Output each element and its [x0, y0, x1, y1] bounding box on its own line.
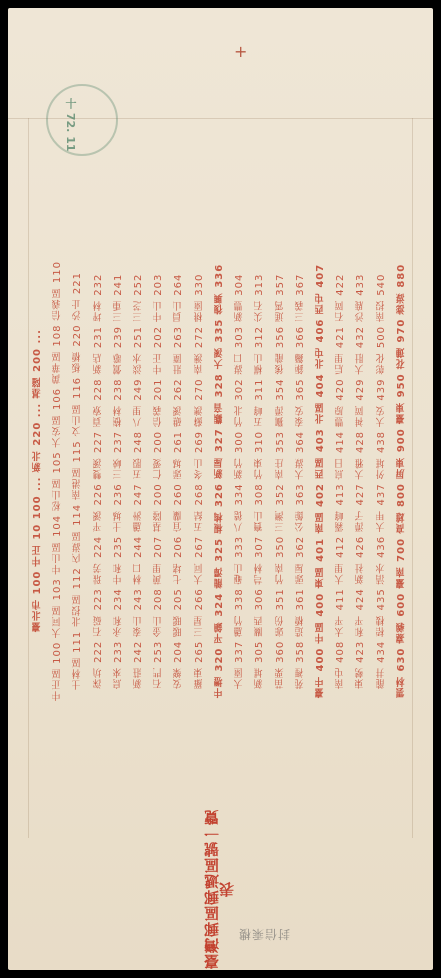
postal-code-listing — [32, 156, 412, 806]
envelope-stamp-label: 封信乘樓 — [238, 927, 291, 941]
listing-column: 中壢 320 平鎮 324 龍潭 325 楊梅 326 新屋 327 觀音 328 大溪 335 復興 336 — [213, 263, 225, 699]
listing-column: 石門 253 金山 208 萬里 207 基隆 200 仁愛 200 信義 201 中正 202 中山 203 — [153, 273, 165, 689]
listing-column: 深坑 222 石碇 223 瑞芳 224 平溪 226 雙溪 227 貢寮 228 新店 231 坪林 232 — [92, 273, 104, 689]
listing-column: 苑裡 358 造橋 361 頭屋 362 公館 363 大湖 364 泰安 365 銅鑼 366 三義 367 — [294, 273, 306, 689]
postmark-line-3: 11 — [64, 136, 77, 152]
listing-column: 東勢 423 和平 424 新社 426 潭子 427 大雅 428 神岡 429 大肚 432 沙鹿 433 — [355, 273, 367, 689]
listing-column: 安樂 204 暖暖 205 七堵 206 宜蘭 260 頭城 261 礁溪 262 壯圍 263 員山 264 — [173, 273, 185, 689]
postmark-text — [64, 98, 76, 152]
listing-column: 大園 337 蘆竹 338 龜山 333 八德 334 新竹 300 竹北 302 湖口 303 新豐 304 — [234, 273, 246, 689]
listing-column: 烏來 233 永和 234 中和 235 土城 236 三峽 237 樹林 238 鶯歌 239 三重 241 — [112, 273, 124, 689]
postmark — [46, 84, 156, 154]
listing-column: 苗栗 360 頭份 351 竹南 350 三灣 352 南庄 353 獅潭 354 後龍 356 通霄 357 — [274, 273, 286, 689]
listing-column: 南屯 408 太平 411 大里 412 霧峰 413 烏日 414 豐原 420 后里 421 石岡 422 — [335, 273, 347, 689]
listing-column: 臺北市 100 中正 10 100 ... 新北 220 ... 基隆 200 ... — [32, 329, 43, 633]
postmark-line-1: 十 — [64, 98, 77, 109]
postmark-circle — [46, 84, 118, 156]
listing-column: 雲林 630 嘉義 600 臺南 700 高雄 800 屏東 900 臺東 950 花蓮 970 澎湖 880 — [395, 263, 407, 699]
listing-column: 新莊 242 泰山 243 林口 244 蘆洲 247 五股 248 八里 249 淡水 251 三芝 252 — [133, 273, 145, 689]
registration-mark: + — [234, 42, 248, 61]
listing-column: 臺中 400 中區 400 東區 401 南區 402 西區 403 北區 404 北屯 406 西屯 407 — [314, 263, 326, 699]
listing-column: 新埔 305 關西 306 芎林 307 寶山 308 竹東 310 五峰 311 橫山 312 尖石 313 — [254, 273, 266, 689]
envelope-back — [8, 8, 433, 970]
left-fold-line — [28, 118, 29, 838]
listing-column: 中正區 100 大同區 103 中山區 104 松山區 105 大安區 106 萬華區 108 信義區 110 — [52, 261, 64, 701]
listing-column: 龍井 434 梧棲 435 清水 436 大甲 437 外埔 438 大安 439 彰化 500 南投 540 — [375, 273, 387, 689]
document-title: 臺灣郵區郵遞區號一覽表 — [203, 809, 236, 969]
listing-column: 士林區 111 北投區 112 內湖區 114 南港區 115 文山區 116 板橋 220 汐止 221 — [72, 272, 84, 690]
postmark-line-2: 72. — [64, 112, 77, 133]
listing-column: 羅東 265 三星 266 大同 267 五結 268 冬山 269 蘇澳 270 南澳 272 桃園 330 — [193, 273, 205, 689]
